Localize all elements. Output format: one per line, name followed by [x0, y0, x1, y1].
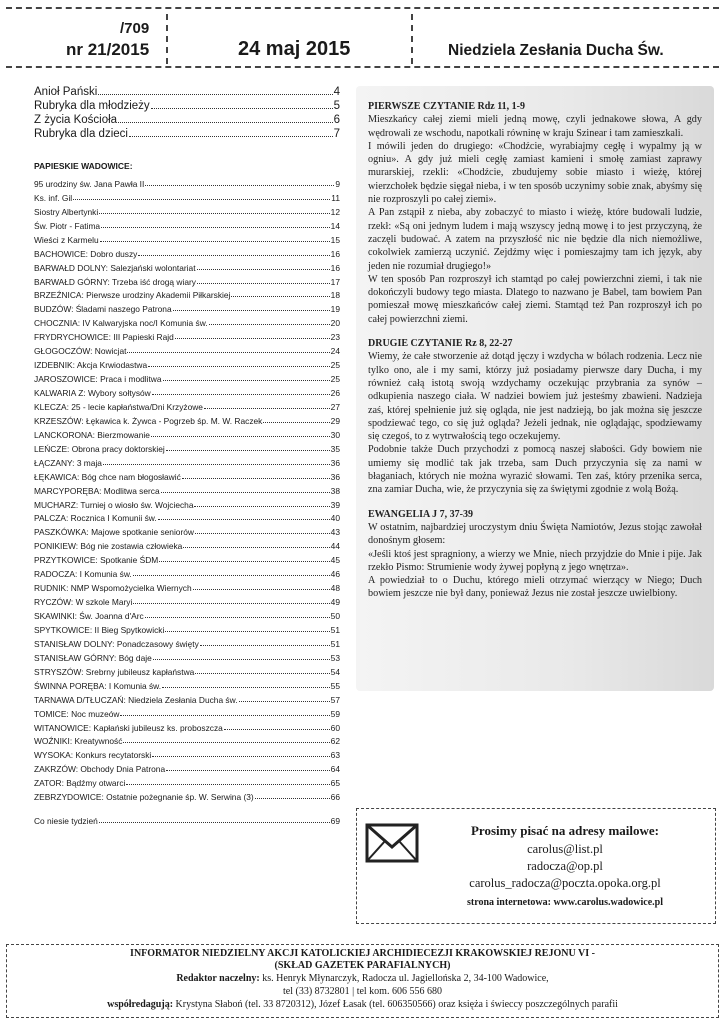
toc-leader-dots: [129, 136, 333, 137]
issue-date: 24 maj 2015: [238, 38, 351, 60]
toc-leader-dots: [194, 506, 329, 507]
toc-leader-dots: [145, 185, 334, 186]
toc-leader-dots: [255, 798, 330, 799]
toc-leader-dots: [193, 589, 330, 590]
coeditors-text: Krystyna Słaboń (tel. 33 8720312), Józef Łasak (tel. 606350566) oraz księża i świeccy poszczególnych parafii: [175, 999, 618, 1010]
toc-entry-page: 64: [330, 764, 340, 775]
toc-leader-dots: [183, 547, 329, 548]
toc-entry-title: Rubryka dla młodzieży: [34, 100, 150, 112]
edition-number: nr 21/2015: [66, 40, 150, 59]
toc-leader-dots: [152, 394, 330, 395]
toc-entry-title: MUCHARZ: Turniej o wiosło św. Wojciecha: [34, 499, 194, 510]
toc-entry[interactable]: [34, 649, 340, 663]
toc-entry-title: JAROSZOWICE: Praca i modlitwa: [34, 374, 162, 385]
publisher-footer: [6, 944, 719, 1018]
toc-entry-title: WITANOWICE: Kapłański jubileusz ks. proboszcza: [34, 722, 223, 733]
toc-entry-page: 59: [330, 708, 340, 719]
toc-entry-title: PRZYTKOWICE: Spotkanie ŚDM: [34, 555, 159, 566]
reading-paragraph: A powiedział to o Duchu, którego mieli otrzymać wierzący w Niego; Duch bowiem jeszcze nie był dany, ponieważ Jezus nie został jeszcze uwielbiony.: [368, 575, 702, 600]
toc-entry-page: 63: [330, 750, 340, 761]
toc-entry-page: 62: [330, 736, 340, 747]
email-address[interactable]: carolus@list.pl: [527, 842, 603, 856]
reading-paragraph: I mówili jeden do drugiego: «Chodźcie, wyrabiajmy cegłę i wypalmy ją w ogniu». A gdy już mieli cegłę zamiast kamieni i smołę zamiast zaprawy murarskiej, rzekli: «Chodźcie, zbudujemy sobie miasto i wieżę, której wierzchołek będzie sięgał nieba, i w ten sposób uczynimy sobie znak, abyśmy się nie rozproszyli po całej ziemi».: [368, 140, 702, 206]
toc-entry[interactable]: [34, 126, 340, 140]
toc-entry[interactable]: [34, 496, 340, 510]
toc-entry-page: 57: [330, 694, 340, 705]
toc-entry[interactable]: [34, 607, 340, 621]
toc-entry[interactable]: [34, 719, 340, 733]
toc-entry-page: 25: [330, 360, 340, 371]
toc-entry-page: 49: [330, 597, 340, 608]
toc-entry[interactable]: [34, 523, 340, 537]
toc-entry-title: GŁOGOCZÓW: Nowicjat: [34, 346, 127, 357]
toc-leader-dots: [166, 450, 330, 451]
toc-entry-title: SKAWINKI: Św. Joanna d'Arc: [34, 611, 144, 621]
toc-entry[interactable]: [34, 551, 340, 565]
toc-entry[interactable]: [34, 273, 340, 287]
toc-entry-title: ŁĄCZANY: 3 maja: [34, 457, 102, 468]
toc-leader-dots: [173, 310, 330, 311]
toc-entry-title: ŁĘKAWICA: Bóg chce nam błogosławić: [34, 471, 181, 482]
toc-entry-page: 45: [330, 555, 340, 566]
coeditors-label: współredagują:: [107, 999, 174, 1010]
toc-entry[interactable]: [34, 314, 340, 328]
toc-leader-dots: [231, 296, 329, 297]
toc-entry[interactable]: [34, 231, 340, 245]
toc-entry-page: 65: [330, 778, 340, 789]
toc-entry-page: 5: [333, 100, 340, 112]
readings-text: [368, 100, 702, 612]
toc-entry[interactable]: [34, 663, 340, 677]
toc-entry-page: 16: [330, 248, 340, 259]
toc-leader-dots: [158, 519, 330, 520]
toc-leader-dots: [152, 756, 329, 757]
toc-entry-title: PASZKÓWKA: Majowe spotkanie seniorów: [34, 527, 194, 538]
toc-entry-title: PALCZA: Rocznica I Komunii św.: [34, 513, 157, 524]
toc-entry-title: BUDZÓW: Śladami naszego Patrona: [34, 304, 172, 315]
toc-leader-dots: [73, 199, 330, 200]
toc-entry[interactable]: [34, 175, 340, 189]
toc-entry-title: ZAKRZÓW: Obchody Dnia Patrona: [34, 764, 166, 775]
toc-entry-title: LANCKORONA: Bierzmowanie: [34, 429, 150, 440]
toc-entry[interactable]: [34, 203, 340, 217]
toc-entry[interactable]: [34, 440, 340, 454]
toc-entry-title: BARWAŁD DOLNY: Salezjański wolontariat: [34, 262, 196, 273]
toc-entry[interactable]: [34, 482, 340, 496]
toc-leader-dots: [159, 561, 329, 562]
toc-entry-title: Św. Piotr - Fatima: [34, 220, 101, 231]
reading-paragraph: W ten sposób Pan rozproszył ich stamtąd po całej powierzchni ziemi, i tak nie dokończyli budowy tego miasta. Dlatego to nazwano je Babel, tam bowiem Pan pomieszał mowę mieszkańców całej ziemi. Stamtąd też Pan rozproszył ich po całej powierzchni ziemi.: [368, 273, 702, 325]
toc-entry-title: KRZESZÓW: Łękawica k. Żywca - Pogrzeb śp. M. W. Raczek: [34, 415, 263, 426]
toc-entry-page: 9: [335, 178, 340, 189]
header-top-border: [6, 7, 719, 9]
toc-entry-title: ŚWINNA PORĘBA: I Komunia św.: [34, 680, 162, 691]
toc-entry[interactable]: [34, 384, 340, 398]
reading-section: [368, 337, 702, 497]
toc-entry[interactable]: [34, 621, 340, 635]
toc-leader-dots: [98, 94, 332, 95]
reading-section: [368, 100, 702, 326]
toc-entry-title: ZATOR: Bądźmy otwarci: [34, 778, 126, 789]
toc-leader-dots: [197, 269, 330, 270]
toc-leader-dots: [133, 603, 329, 604]
editor-label: Redaktor naczelny:: [176, 973, 260, 984]
toc-entry-title: WYSOKA: Konkurs recytatorski: [34, 750, 152, 761]
toc-entry-title: TARNAWA D/TŁUCZAŃ: Niedziela Zesłania Ducha św.: [34, 694, 238, 705]
toc-entry[interactable]: [34, 537, 340, 551]
toc-entry-page: 44: [330, 541, 340, 552]
toc-entry-title: STANISŁAW DOLNY: Ponadczasowy święty: [34, 638, 199, 649]
toc-entry-page: 26: [330, 388, 340, 398]
toc-leader-dots: [163, 380, 330, 381]
email-address[interactable]: carolus_radocza@poczta.opoka.org.pl: [469, 876, 661, 890]
toc-entry[interactable]: [34, 328, 340, 342]
toc-entry-page: 11: [331, 192, 340, 203]
footer-phone: tel (33) 8732801 | tel kom. 606 556 680: [283, 986, 442, 997]
toc-entry-title: Ks. inf. Gil: [34, 192, 73, 203]
toc-leader-dots: [162, 687, 330, 688]
toc-entry-title: RYCZÓW: W szkole Maryi: [34, 597, 133, 608]
toc-entry-page: 27: [330, 401, 340, 412]
toc-entry-title: MARCYPORĘBA: Modlitwa serca: [34, 485, 160, 496]
toc-entry-title: CHOCZNIA: IV Kalwaryjska noc/I Komunia św.: [34, 318, 208, 329]
envelope-icon: [365, 823, 419, 868]
toc-entry-title: LEŃCZE: Obrona pracy doktorskiej: [34, 443, 165, 454]
toc-entry[interactable]: [34, 370, 340, 384]
toc-entry[interactable]: [34, 356, 340, 370]
toc-leader-dots: [151, 108, 333, 109]
toc-entry[interactable]: [34, 84, 340, 98]
readings-panel: [356, 86, 714, 691]
toc-leader-dots: [118, 122, 333, 123]
reading-section: [368, 508, 702, 601]
toc-leader-dots: [166, 770, 330, 771]
contact-box: [356, 808, 716, 924]
toc-leader-dots: [99, 822, 330, 823]
header-divider-2: [411, 14, 413, 64]
toc-leader-dots: [263, 422, 329, 423]
toc-entry[interactable]: [34, 468, 340, 482]
toc-entry-page: 69: [330, 816, 340, 827]
toc-section-heading: PAPIESKIE WADOWICE:: [34, 161, 133, 171]
toc-entry-title: STRYSZÓW: Srebrny jubileusz kapłaństwa: [34, 666, 195, 677]
toc-main-list: [34, 84, 340, 140]
toc-entry-title: BACHOWICE: Dobro duszy: [34, 248, 138, 259]
toc-entry-title: BRZEŹNICA: Pierwsze urodziny Akademii Piłkarskiej: [34, 290, 231, 301]
toc-entry-title: Anioł Pański: [34, 86, 98, 98]
toc-leader-dots: [103, 464, 330, 465]
toc-entry[interactable]: [34, 412, 340, 426]
toc-entry-page: 66: [330, 792, 340, 803]
toc-entry-title: Wieści z Karmelu: [34, 234, 99, 245]
toc-entry-page: 35: [330, 443, 340, 454]
toc-leader-dots: [153, 659, 330, 660]
toc-entry-page: 16: [330, 262, 340, 273]
toc-entry-title: Rubryka dla dzieci: [34, 128, 128, 140]
toc-leader-dots: [204, 408, 330, 409]
footer-coeditors: [7, 998, 718, 1011]
toc-entry-title: SPYTKOWICE: II Bieg Spytkowicki: [34, 624, 165, 635]
toc-entry-title: 95 urodziny św. Jana Pawła II: [34, 178, 145, 189]
footer-title: INFORMATOR NIEDZIELNY AKCJI KATOLICKIEJ ARCHIDIECEZJI KRAKOWSKIEJ REJONU VI -: [130, 948, 595, 959]
reading-title: DRUGIE CZYTANIE Rz 8, 22-27: [368, 338, 513, 350]
header-divider-1: [166, 14, 168, 64]
toc-entry-page: 38: [330, 485, 340, 496]
toc-entry[interactable]: [34, 112, 340, 126]
toc-leader-dots: [127, 352, 329, 353]
toc-entry-page: 46: [330, 569, 340, 580]
toc-leader-dots: [100, 241, 330, 242]
reading-paragraph: «Jeśli ktoś jest spragniony, a wierzy we Mnie, niech przyjdzie do Mnie i pije. Jak rzekło Pismo: Strumienie wody żywej popłyną z jego wnętrza».: [368, 548, 702, 573]
toc-entry-page: 39: [330, 499, 340, 510]
toc-parish-list: [34, 175, 340, 802]
toc-entry-page: 55: [330, 680, 340, 691]
toc-entry[interactable]: [34, 454, 340, 468]
reading-paragraph: Podobnie także Duch przychodzi z pomocą naszej słabości. Gdy bowiem nie umiemy się modlić tak jak trzeba, sam Duch przyczynia się za nami w błaganiach, których nie można wyrazić słowami. Ten zaś, który przenika serca, zna zamiar Ducha, wie, że przyczynia się za świętymi zgodnie z wolą Bożą.: [368, 444, 702, 496]
editor-text: ks. Henryk Młynarczyk, Radocza ul. Jagiellońska 2, 34-100 Wadowice,: [262, 973, 549, 984]
toc-leader-dots: [99, 213, 329, 214]
website-link[interactable]: strona internetowa: www.carolus.wadowice.pl: [466, 897, 663, 908]
toc-entry-page: 15: [330, 234, 340, 245]
contact-text: [423, 823, 707, 908]
toc-leader-dots: [195, 533, 330, 534]
toc-entry[interactable]: [34, 342, 340, 356]
toc-entry[interactable]: [34, 733, 340, 747]
reading-title: PIERWSZE CZYTANIE Rdz 11, 1-9: [368, 101, 525, 112]
toc-entry-title: RUDNIK: NMP Wspomożycielka Wiernych: [34, 583, 192, 594]
toc-leader-dots: [200, 645, 330, 646]
toc-entry-page: 36: [330, 457, 340, 468]
toc-entry[interactable]: [34, 245, 340, 259]
toc-entry[interactable]: [34, 774, 340, 788]
toc-entry-title: Z życia Kościoła: [34, 114, 118, 126]
toc-entry-title: RADOCZA: I Komunia św.: [34, 569, 132, 580]
reading-paragraph: Mieszkańcy całej ziemi mieli jedną mowę, czyli jednakowe słowa, A gdy wędrowali ze wschodu, napotkali równinę w kraju Szinear i tam zamieszkali.: [368, 114, 702, 139]
toc-entry-title: TOMICE: Noc muzeów: [34, 708, 120, 719]
toc-entry[interactable]: [34, 510, 340, 524]
feast-title: Niedziela Zesłania Ducha Św.: [448, 42, 664, 59]
toc-leader-dots: [195, 673, 329, 674]
toc-leader-dots: [182, 478, 330, 479]
contact-heading: Prosimy pisać na adresy mailowe:: [470, 823, 659, 838]
toc-leader-dots: [151, 436, 330, 437]
reading-paragraph: A Pan zstąpił z nieba, aby zobaczyć to miasto i wieżę, które budowali ludzie, rzekł: «Są oni jednym ludem i mają wszyscy jedną mowę i to jest przyczyną, że zaczęli budować. A zatem na przyszłość nic nie będzie dla nich niemożliwe, cokolwiek zamierzą uczynić. Zejdźmy więc i pomieszajmy tam ich język, aby jeden nie rozumiał drugiego!»: [368, 207, 702, 272]
toc-leader-dots: [161, 492, 330, 493]
toc-entry-title: Siostry Albertynki: [34, 206, 99, 217]
toc-entry-page: 51: [330, 638, 340, 649]
footer-editor: [7, 972, 718, 985]
toc-entry[interactable]: [34, 300, 340, 314]
toc-leader-dots: [148, 366, 330, 367]
toc-entry-page: 53: [330, 652, 340, 663]
toc-entry-page: 43: [330, 527, 340, 538]
toc-entry-page: 36: [330, 471, 340, 482]
toc-entry-page: 6: [333, 114, 340, 126]
toc-entry-page: 14: [330, 220, 340, 231]
toc-leader-dots: [197, 283, 330, 284]
toc-leader-dots: [133, 575, 330, 576]
toc-leader-dots: [101, 227, 330, 228]
toc-entry[interactable]: [34, 426, 340, 440]
issue-number: /709: [120, 20, 150, 37]
toc-entry[interactable]: [34, 217, 340, 231]
toc-leader-dots: [239, 701, 330, 702]
toc-entry[interactable]: [34, 593, 340, 607]
reading-title: EWANGELIA J 7, 37-39: [368, 508, 474, 520]
toc-entry[interactable]: [34, 705, 340, 719]
toc-entry[interactable]: [34, 760, 340, 774]
toc-entry-title: STANISŁAW GÓRNY: Bóg daje: [34, 652, 152, 663]
table-of-contents: [34, 84, 340, 826]
toc-entry-title: ZEBRZYDOWICE: Ostatnie pożegnanie śp. W. Serwina (3): [34, 792, 254, 803]
toc-entry-page: 40: [330, 513, 340, 524]
toc-entry[interactable]: [34, 691, 340, 705]
toc-entry[interactable]: [34, 746, 340, 760]
toc-entry-page: 48: [330, 583, 340, 594]
toc-entry-page: 7: [333, 128, 340, 140]
toc-entry-page: 29: [330, 415, 340, 426]
toc-entry[interactable]: [34, 259, 340, 273]
toc-entry[interactable]: [34, 565, 340, 579]
toc-entry-page: 19: [330, 304, 340, 315]
toc-entry-page: 4: [333, 86, 340, 98]
toc-entry-page: 12: [330, 206, 340, 217]
toc-leader-dots: [175, 338, 330, 339]
toc-leader-dots: [138, 255, 329, 256]
toc-entry-page: 30: [330, 429, 340, 440]
toc-entry-title: KALWARIA Z: Wybory sołtysów: [34, 388, 151, 398]
toc-entry[interactable]: [34, 579, 340, 593]
toc-entry[interactable]: [34, 287, 340, 301]
toc-entry[interactable]: [34, 788, 340, 802]
toc-entry-page: 24: [330, 346, 340, 357]
toc-entry-page: 50: [330, 611, 340, 621]
toc-entry-page: 18: [330, 290, 340, 301]
toc-entry-page: 17: [330, 276, 340, 287]
toc-entry[interactable]: [34, 635, 340, 649]
toc-entry-title: PONIKIEW: Bóg nie zostawia człowieka: [34, 541, 183, 552]
toc-entry-title: FRYDRYCHOWICE: III Papieski Rajd: [34, 332, 174, 343]
header-bottom-border: [6, 66, 719, 68]
toc-last-entry[interactable]: [34, 812, 340, 826]
toc-entry-title: IZDEBNIK: Akcja Krwiodastwa: [34, 360, 148, 371]
reading-paragraph: Wiemy, że całe stworzenie aż dotąd jęczy i wzdycha w bólach rodzenia. Lecz nie tylko ono, ale i my sami, którzy już posiadamy pierwsze dary Ducha, i my również całą istotą swoją wzdychamy oczekując przybrania za synów – odkupienia naszego ciała. W nadziei bowiem już jesteśmy zbawieni. Nadzieja zaś, której spełnienie już się ogląda, nie jest nadzieją, bo jak można się jeszcze spodziewać tego, co się już ogląda? Jeżeli jednak, nie oglądając, spodziewamy się czegoś, to z wytrwałością tego oczekujemy.: [368, 351, 702, 443]
toc-entry-page: 25: [330, 374, 340, 385]
toc-entry[interactable]: [34, 98, 340, 112]
toc-leader-dots: [120, 715, 329, 716]
toc-leader-dots: [209, 324, 330, 325]
toc-entry[interactable]: [34, 189, 340, 203]
toc-leader-dots: [165, 631, 329, 632]
toc-entry[interactable]: [34, 677, 340, 691]
toc-entry-title: Co niesie tydzień: [34, 816, 98, 827]
toc-leader-dots: [126, 784, 329, 785]
footer-subtitle: (SKŁAD GAZETEK PARAFIALNYCH): [274, 960, 451, 971]
toc-entry-page: 60: [330, 722, 340, 733]
toc-entry-page: 51: [330, 624, 340, 635]
toc-leader-dots: [123, 742, 329, 743]
toc-entry[interactable]: [34, 398, 340, 412]
toc-entry-title: BARWAŁD GÓRNY: Trzeba iść drogą wiary: [34, 276, 196, 287]
toc-entry-page: 23: [330, 332, 340, 343]
toc-entry-page: 20: [330, 318, 340, 329]
toc-leader-dots: [224, 729, 330, 730]
toc-entry-title: WOŹNIKI: Kreatywność: [34, 736, 123, 747]
toc-leader-dots: [145, 617, 330, 618]
email-address[interactable]: radocza@op.pl: [527, 859, 603, 873]
toc-entry-page: 54: [330, 666, 340, 677]
toc-entry-title: KLECZA: 25 - lecie kapłaństwa/Dni Krzyżowe: [34, 401, 203, 412]
reading-paragraph: W ostatnim, najbardziej uroczystym dniu Święta Namiotów, Jezus stojąc zawołał donośnym głosem:: [368, 521, 702, 547]
